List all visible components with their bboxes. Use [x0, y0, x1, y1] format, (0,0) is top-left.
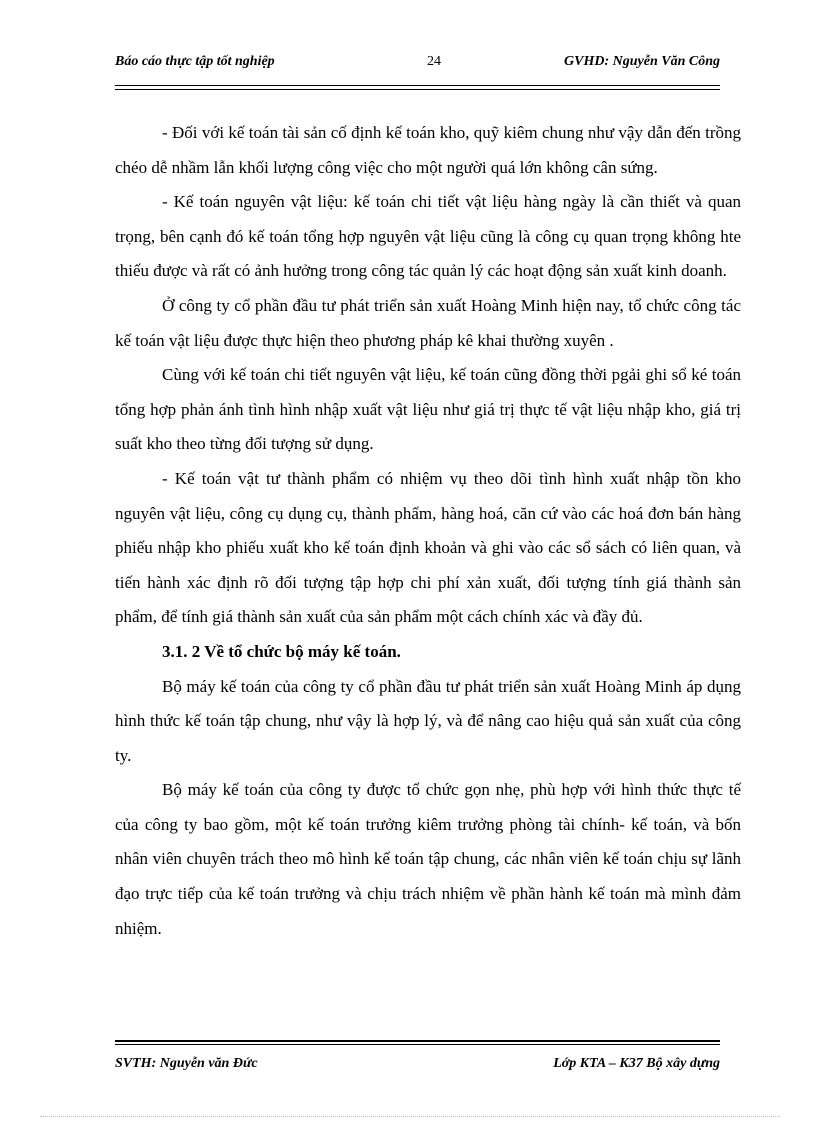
footer-student: SVTH: Nguyễn văn Đức	[115, 1056, 258, 1071]
page-number: 24	[427, 54, 441, 69]
paragraph-fixed-assets: - Đối với kế toán tài sản cố định kế toán kho, quỹ kiêm chung như vậy dẫn đến trồng chéo dễ nhầm lẫn khối lượng công việc cho một người quá lớn không cân sứng.	[115, 123, 741, 177]
paragraph-detail-accounting: Cùng với kế toán chi tiết nguyên vật liệu, kế toán cũng đồng thời pgải ghi sổ ké toán tổng hợp phản ánh tình hình nhập xuất vật liệu như giá trị thực tế vật liệu nhập kho, giá trị suất kho theo từng đối tượng sử dụng.	[115, 365, 741, 454]
paragraph-organization: Bộ máy kế toán của công ty cổ phần đầu tư phát triển sản xuất Hoàng Minh áp dụng hình thức kế toán tập chung, như vậy là hợp lý, và để nâng cao hiệu quả sản xuất của công ty.	[115, 676, 741, 765]
page-footer	[115, 1052, 720, 1076]
header-rule	[115, 85, 720, 90]
paragraph-company-method: Ở công ty cổ phần đầu tư phát triển sản xuất Hoàng Minh hiện nay, tổ chức công tác kế toán vật liệu được thực hiện theo phương pháp kê khai thường xuyên .	[115, 295, 741, 350]
footer-rule-thin	[115, 1044, 720, 1045]
paragraph-structure: Bộ máy kế toán của công ty được tổ chức gọn nhẹ, phù hợp với hình thức thực tế của công ty bao gồm, một kế toán trưởng kiêm trưởng phòng tài chính- kế toán, và bốn nhân viên chuyên trách theo mô hình kế toán tập chung, các nhân viên kế toán chịu sự lãnh đạo trực tiếp của kế toán trưởng và chịu trách nhiệm về phần hành kế toán mà mình đảm nhiệm.	[115, 780, 741, 938]
section-heading: 3.1. 2 Về tổ chức bộ máy kế toán.	[162, 641, 401, 661]
footer-rule-thick	[115, 1040, 720, 1042]
footer-class: Lớp KTA – K37 Bộ xây dựng	[553, 1056, 720, 1071]
paragraph-inventory-accounting: - Kế toán vật tư thành phẩm có nhiệm vụ theo dõi tình hình xuất nhập tồn kho nguyên vật liệu, công cụ dụng cụ, thành phẩm, hàng hoá, căn cứ vào các hoá đơn bán hàng phiếu nhập kho phiếu xuất kho kế toán định khoản và ghi vào các sổ sách có liên quan, và tiến hành xác định rõ đối tượng tập hợp chi phí xản xuất, đối tượng tính giá thành sản phẩm, để tính giá thành sản xuất của sản phẩm một cách chính xác và đầy đủ.	[115, 468, 741, 627]
header-report-title: Báo cáo thực tập tốt nghiệp	[115, 54, 275, 69]
header-supervisor: GVHD: Nguyễn Văn Công	[564, 54, 720, 69]
paragraph-materials: - Kế toán nguyên vật liệu: kế toán chi tiết vật liệu hàng ngày là cần thiết và quan trọng, bên cạnh đó kế toán tổng hợp nguyên vật liệu cũng là công cụ quan trọng không hte thiếu được và rất có ảnh hưởng trong công tác quản lý các hoạt động sản xuất kinh doanh.	[115, 192, 741, 281]
page-header	[115, 50, 720, 74]
page-bottom-edge	[40, 1116, 780, 1117]
document-body	[115, 116, 741, 946]
